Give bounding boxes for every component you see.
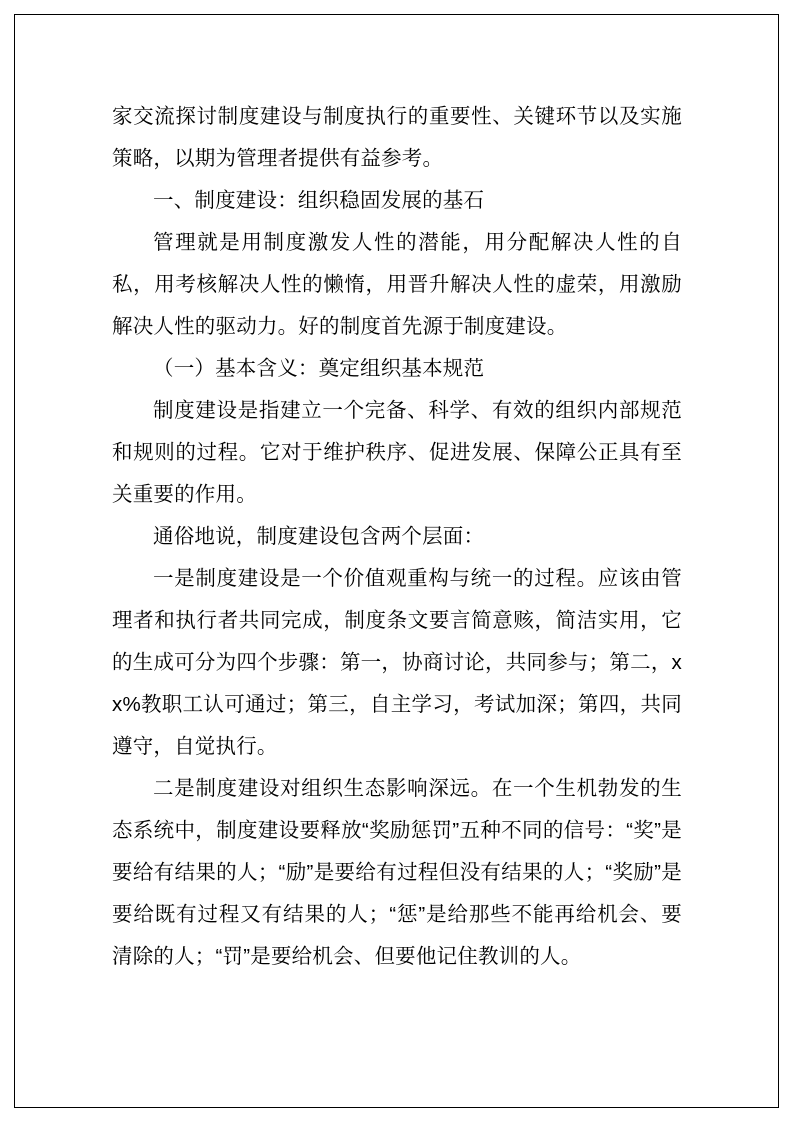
paragraph-system-construction-definition: 制度建设是指建立一个完备、科学、有效的组织内部规范和规则的过程。它对于维护秩序、促进发展、保障公正具有至关重要的作用。 xyxy=(112,399,682,506)
document-body xyxy=(112,96,682,978)
paragraph-two-levels-lead: 通俗地说，制度建设包含两个层面： xyxy=(153,525,485,548)
paragraph-level-two: 二是制度建设对组织生态影响深远。在一个生机勃发的生态系统中，制度建设要释放“奖励惩罚”五种不同的信号：“奖”是要给有结果的人；“励”是要给有过程但没有结果的人；“奖励”是要给既有过程又有结果的人；“惩”是给那些不能再给机会、要清除的人；“罚”是要给机会、但要他记住教训的人。 xyxy=(112,777,682,968)
paragraph-level-one: 一是制度建设是一个价值观重构与统一的过程。应该由管理者和执行者共同完成，制度条文要言简意赅，简洁实用，它的生成可分为四个步骤：第一，协商讨论，共同参与；第二，xx%教职工认可通过；第三，自主学习，考试加深；第四，共同遵守，自觉执行。 xyxy=(112,567,682,758)
paragraph-subheading-basic-meaning: （一）基本含义：奠定组织基本规范 xyxy=(153,357,485,380)
paragraph-heading-one: 一、制度建设：组织稳固发展的基石 xyxy=(153,189,485,212)
paragraph-management-definition: 管理就是用制度激发人性的潜能，用分配解决人性的自私，用考核解决人性的懒惰，用晋升解决人性的虚荣，用激励解决人性的驱动力。好的制度首先源于制度建设。 xyxy=(112,231,682,338)
paragraph-intro-continued: 家交流探讨制度建设与制度执行的重要性、关键环节以及实施策略，以期为管理者提供有益参考。 xyxy=(112,105,682,170)
